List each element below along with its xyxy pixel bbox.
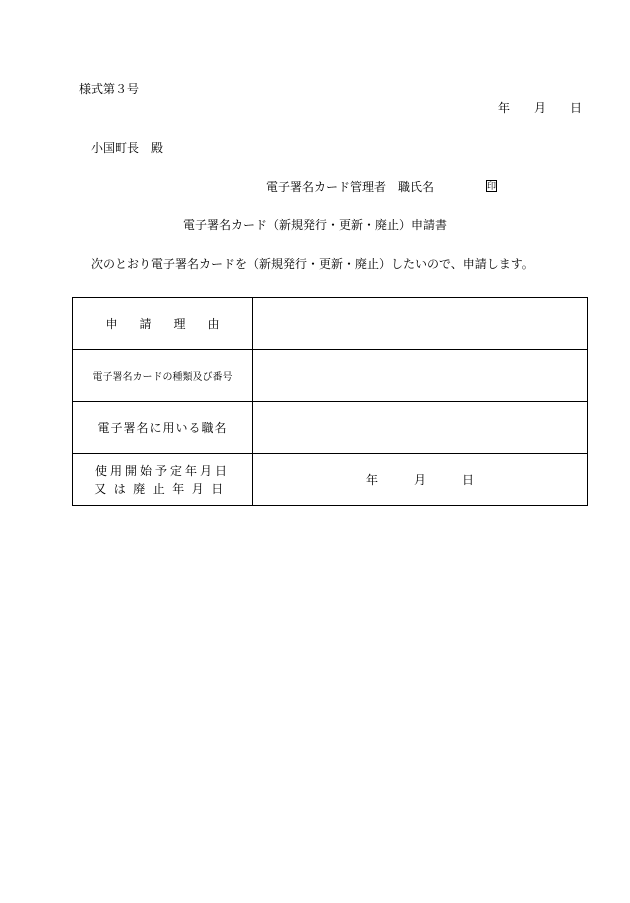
- date-day-label: 日: [462, 473, 475, 487]
- date-label-line1: 使用開始予定年月日: [94, 463, 230, 478]
- document-title: 電子署名カード（新規発行・更新・廃止）申請書: [182, 218, 447, 232]
- application-table: [72, 297, 588, 506]
- card-type-label: 電子署名カードの種類及び番号: [92, 372, 233, 383]
- job-title-label-cell: [73, 402, 253, 454]
- table-row: [73, 298, 588, 350]
- job-title-label: 電子署名に用いる職名: [97, 421, 228, 435]
- addressee-name: 小国町長: [91, 141, 140, 155]
- addressee-honorific: 殿: [151, 141, 164, 155]
- table-row: [73, 350, 588, 402]
- seal-icon: 印: [487, 182, 497, 192]
- date-label-line2: 又は廃止年月日: [94, 481, 231, 496]
- date-year-label: 年: [497, 101, 510, 115]
- card-type-label-cell: [73, 350, 253, 402]
- date-day-label: 日: [569, 101, 582, 115]
- reason-input-cell[interactable]: [253, 298, 588, 350]
- form-number: 様式第３号: [79, 82, 140, 96]
- date-month-label: 月: [413, 473, 426, 487]
- date-year-label: 年: [365, 473, 378, 487]
- submission-date: [498, 102, 582, 114]
- addressee: [91, 142, 163, 154]
- date-input-cell[interactable]: [253, 454, 588, 506]
- job-title-input-cell[interactable]: [253, 402, 588, 454]
- table-row: [73, 454, 588, 506]
- date-month-label: 月: [533, 101, 546, 115]
- reason-label: 申請理由: [105, 317, 242, 331]
- applicant-label: 電子署名カード管理者: [266, 180, 387, 194]
- reason-label-cell: [73, 298, 253, 350]
- table-row: [73, 402, 588, 454]
- applicant-line: [266, 181, 434, 193]
- body-text: 次のとおり電子署名カードを（新規発行・更新・廃止）したいので、申請します。: [91, 257, 534, 271]
- card-type-input-cell[interactable]: [253, 350, 588, 402]
- date-label-cell: [73, 454, 253, 506]
- applicant-name-label: 職氏名: [398, 180, 435, 194]
